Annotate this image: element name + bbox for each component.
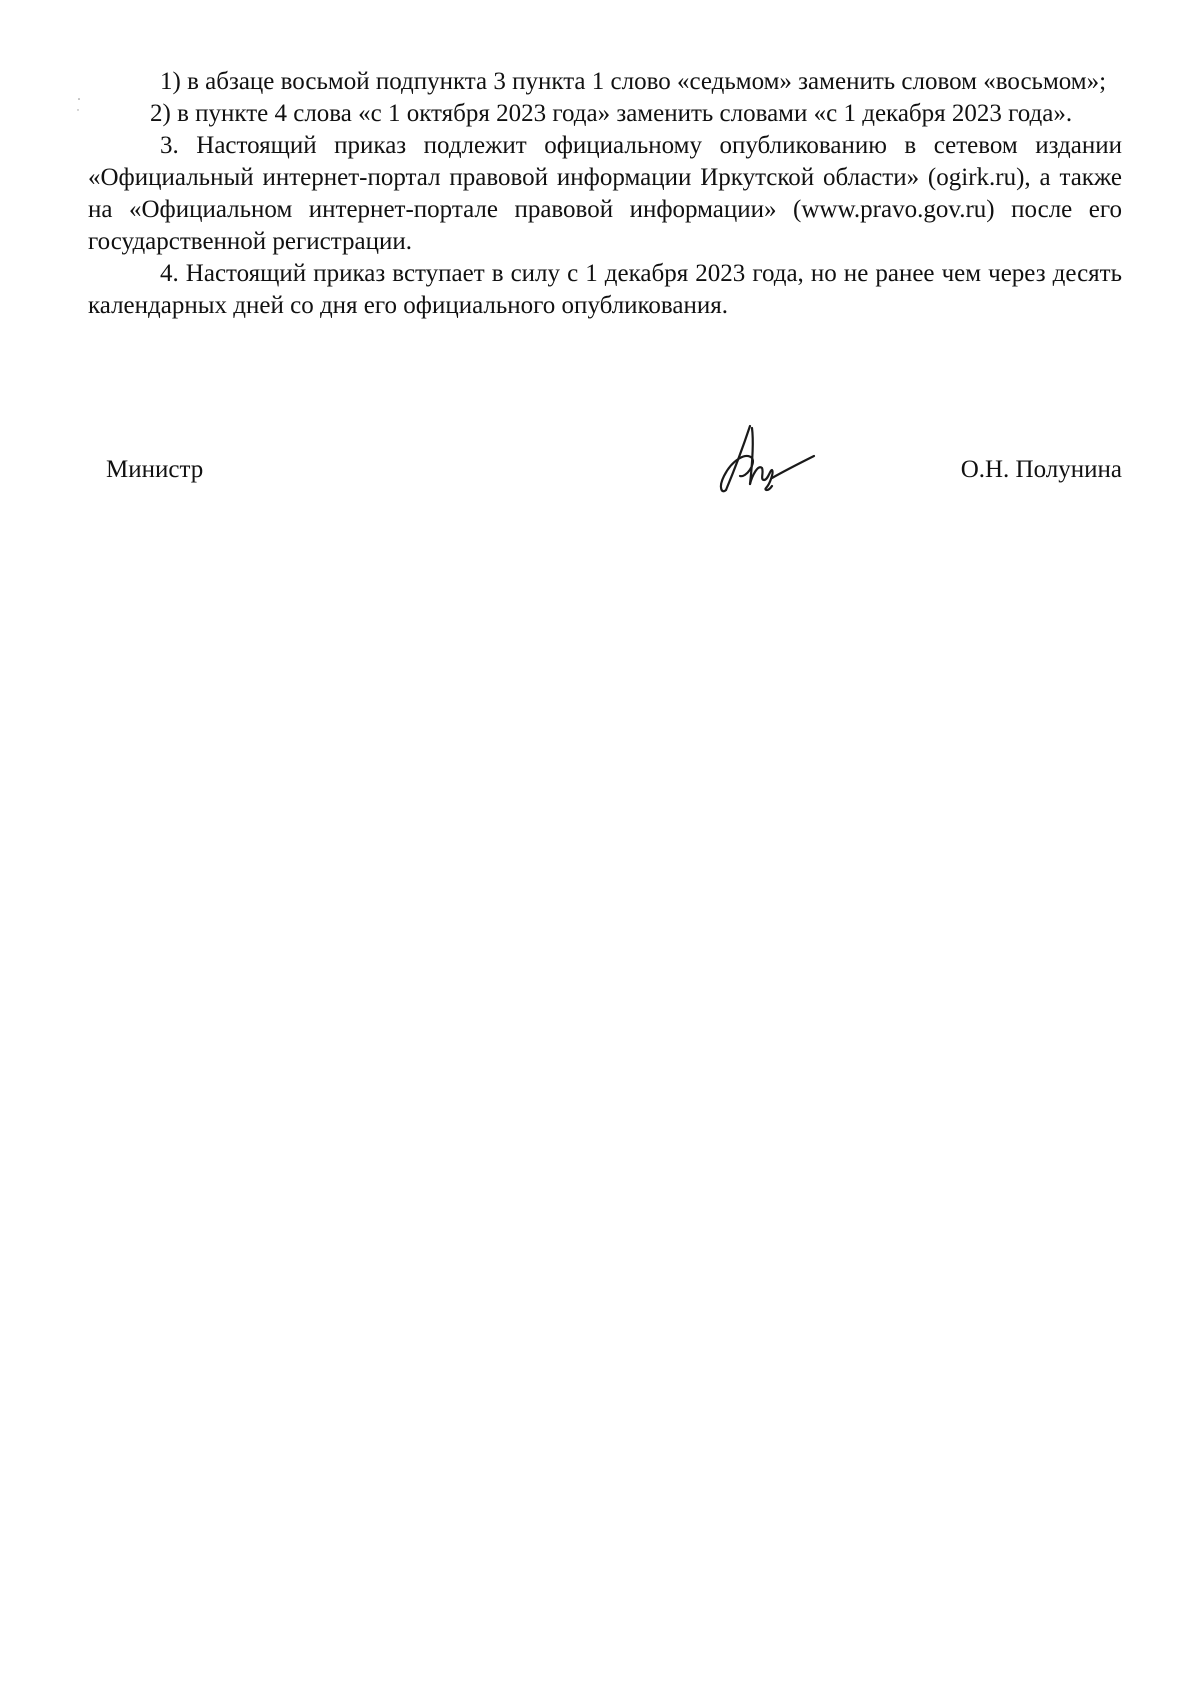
paragraph-effective-date: 4. Настоящий приказ вступает в силу с 1 декабря 2023 года, но не ранее чем через десять календарных дней со дня его официального опубликования. xyxy=(88,260,1122,319)
signer-name: О.Н. Полунина xyxy=(960,456,1122,483)
handwritten-signature xyxy=(706,418,816,498)
signature-block xyxy=(106,448,1122,498)
signer-title: Министр xyxy=(106,456,204,483)
scan-speck xyxy=(76,96,82,116)
document-body xyxy=(88,66,1122,322)
paragraph-amendment-1: 1) в абзаце восьмой подпункта 3 пункта 1 слово «седьмом» заменить словом «восьмом»; xyxy=(160,68,1107,95)
paragraph-publication: 3. Настоящий приказ подлежит официальному опубликованию в сетевом издании «Официальный интернет-портал правовой информации Иркутской области» (ogirk.ru), а также на «Официальном интернет-портале правовой информации» (www.pravo.gov.ru) после его государственной регистрации. xyxy=(88,132,1122,255)
paragraph-amendment-2: 2) в пункте 4 слова «с 1 октября 2023 года» заменить словами «с 1 декабря 2023 года». xyxy=(150,100,1073,127)
